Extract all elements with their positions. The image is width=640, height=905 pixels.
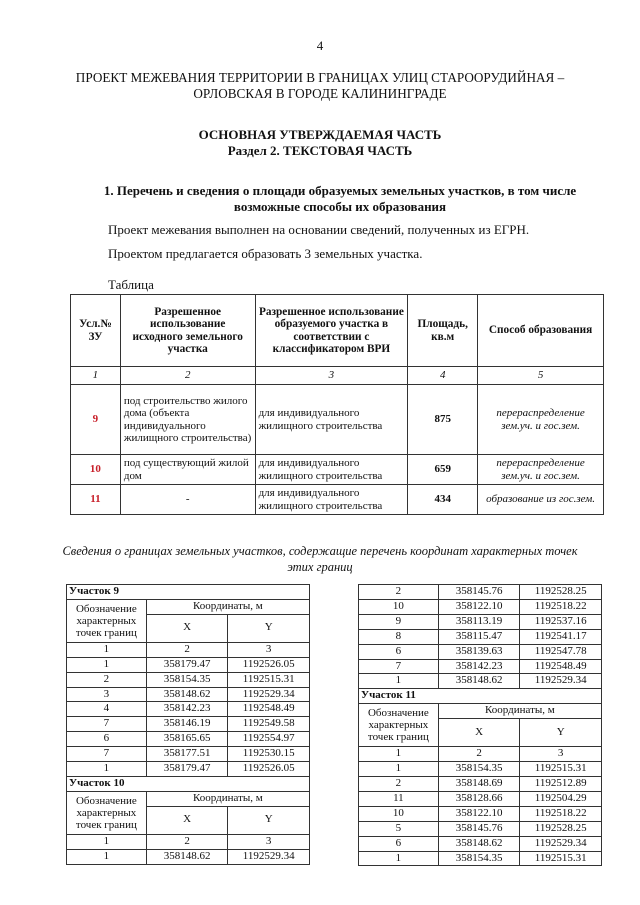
coord-row — [67, 849, 310, 864]
coord-x: 358179.47 — [146, 657, 228, 672]
coord-y: 1192530.15 — [228, 747, 310, 762]
coord-row — [67, 747, 310, 762]
coord-row — [67, 717, 310, 732]
coord-y: 1192526.05 — [228, 657, 310, 672]
coord-row — [359, 599, 602, 614]
coord-row — [359, 836, 602, 851]
coord-y: 1192529.34 — [520, 836, 602, 851]
coord-row — [359, 659, 602, 674]
point-number: 1 — [359, 762, 439, 777]
coord-row — [67, 672, 310, 687]
column-numbers-row — [359, 747, 602, 762]
coord-x: 358146.19 — [146, 717, 228, 732]
point-number: 1 — [67, 849, 147, 864]
header-orig-use: Разрешенное использование исходного земельного участка — [120, 295, 255, 367]
page-number: 4 — [316, 38, 324, 53]
coord-y: 1192512.89 — [520, 776, 602, 791]
coords-table-left — [66, 584, 310, 865]
orig-use: под существующий жилой дом — [120, 455, 255, 485]
column-number: 3 — [520, 747, 602, 762]
coords-caption: Сведения о границах земельных участков, содержащие перечень координат характерных точек этих границ — [62, 544, 578, 574]
coords-header: Координаты, м — [146, 791, 309, 806]
plot-id: 10 — [71, 455, 121, 485]
coord-row — [67, 732, 310, 747]
header-new-use: Разрешенное использование образуемого участка в соответствии с классификатором ВРИ — [255, 295, 408, 367]
coord-x: 358148.62 — [146, 849, 228, 864]
coord-row — [359, 821, 602, 836]
coord-x: 358142.23 — [146, 702, 228, 717]
coord-y: 1192548.49 — [228, 702, 310, 717]
coord-x: 358154.35 — [146, 672, 228, 687]
column-numbers-row — [67, 642, 310, 657]
coord-y: 1192529.34 — [520, 674, 602, 689]
coord-row — [359, 791, 602, 806]
coord-x: 358148.62 — [438, 836, 520, 851]
document-title: ПРОЕКТ МЕЖЕВАНИЯ ТЕРРИТОРИИ В ГРАНИЦАХ УЛИЦ СТАРООРУДИЙНАЯ – ОРЛОВСКАЯ В ГОРОДЕ КАЛИНИНГРАДЕ — [75, 70, 565, 101]
coord-y: 1192504.29 — [520, 791, 602, 806]
table-header-row — [71, 295, 604, 367]
coord-x: 358113.19 — [438, 614, 520, 629]
point-number: 1 — [359, 851, 439, 866]
plot-9-title: Участок 9 — [67, 585, 310, 600]
header-id: Усл.№ ЗУ — [71, 295, 121, 367]
sub-heading: Раздел 2. ТЕКСТОВАЯ ЧАСТЬ — [227, 143, 413, 158]
coord-y: 1192529.34 — [228, 849, 310, 864]
coord-y: 1192528.25 — [520, 585, 602, 600]
coords-table-right — [358, 584, 602, 866]
coord-row — [67, 702, 310, 717]
table-label: Таблица — [108, 277, 154, 292]
coord-y: 1192515.31 — [228, 672, 310, 687]
method: образование из гос.зем. — [478, 485, 604, 515]
coord-y: 1192526.05 — [228, 762, 310, 777]
y-header: Y — [228, 614, 310, 642]
point-number: 4 — [67, 702, 147, 717]
point-number: 10 — [359, 599, 439, 614]
coord-y: 1192541.17 — [520, 629, 602, 644]
column-number: 2 — [120, 367, 255, 385]
point-number: 2 — [67, 672, 147, 687]
point-number: 1 — [359, 674, 439, 689]
coord-x: 358148.62 — [438, 674, 520, 689]
plot-id: 11 — [71, 485, 121, 515]
coords-header: Координаты, м — [146, 599, 309, 614]
orig-use: под строительство жилого дома (объекта индивидуального жилищного строительства) — [120, 385, 255, 455]
orig-use: - — [120, 485, 255, 515]
coord-x: 358154.35 — [438, 762, 520, 777]
coord-y: 1192529.34 — [228, 687, 310, 702]
coord-y: 1192548.49 — [520, 659, 602, 674]
coord-x: 358154.35 — [438, 851, 520, 866]
coord-row — [359, 585, 602, 600]
coord-x: 358142.23 — [438, 659, 520, 674]
area: 875 — [408, 385, 478, 455]
coord-x: 358115.47 — [438, 629, 520, 644]
column-numbers-row — [67, 834, 310, 849]
coord-y: 1192547.78 — [520, 644, 602, 659]
point-number: 9 — [359, 614, 439, 629]
point-number: 6 — [67, 732, 147, 747]
coord-y: 1192518.22 — [520, 599, 602, 614]
coord-y: 1192549.58 — [228, 717, 310, 732]
new-use: для индивидуального жилищного строительства — [255, 485, 408, 515]
y-header: Y — [228, 806, 310, 834]
section-heading: 1. Перечень и сведения о площади образуемых земельных участков, в том числе возможные способы их образования — [103, 183, 577, 214]
point-number: 6 — [359, 644, 439, 659]
column-number: 5 — [478, 367, 604, 385]
point-number: 6 — [359, 836, 439, 851]
point-number: 8 — [359, 629, 439, 644]
point-number: 1 — [67, 762, 147, 777]
point-number: 2 — [359, 585, 439, 600]
column-number: 1 — [71, 367, 121, 385]
coord-row — [359, 629, 602, 644]
coord-row — [359, 776, 602, 791]
column-number: 3 — [255, 367, 408, 385]
area: 659 — [408, 455, 478, 485]
main-heading: ОСНОВНАЯ УТВЕРЖДАЕМАЯ ЧАСТЬ — [198, 127, 442, 142]
coord-row — [67, 657, 310, 672]
paragraph-2: Проектом предлагается образовать 3 земельных участка. — [108, 246, 423, 261]
coord-row — [359, 644, 602, 659]
paragraph-1: Проект межевания выполнен на основании сведений, полученных из ЕГРН. — [108, 222, 530, 237]
table-row — [71, 455, 604, 485]
header-area: Площадь, кв.м — [408, 295, 478, 367]
coord-x: 358145.76 — [438, 821, 520, 836]
new-use: для индивидуального жилищного строительства — [255, 455, 408, 485]
y-header: Y — [520, 719, 602, 747]
coord-x: 358165.65 — [146, 732, 228, 747]
coord-x: 358122.10 — [438, 806, 520, 821]
plot-11-title: Участок 11 — [359, 689, 602, 704]
point-number: 2 — [359, 776, 439, 791]
column-number: 1 — [359, 747, 439, 762]
header-method: Способ образования — [478, 295, 604, 367]
x-header: X — [438, 719, 520, 747]
coord-x: 358139.63 — [438, 644, 520, 659]
coord-row — [67, 762, 310, 777]
coords-header: Координаты, м — [438, 704, 601, 719]
designation-header: Обозначение характерных точек границ — [359, 704, 439, 747]
coord-row — [359, 762, 602, 777]
column-number: 3 — [228, 642, 310, 657]
column-number: 3 — [228, 834, 310, 849]
method: перераспределение зем.уч. и гос.зем. — [478, 455, 604, 485]
coord-y: 1192515.31 — [520, 762, 602, 777]
point-number: 7 — [67, 747, 147, 762]
coord-x: 358148.69 — [438, 776, 520, 791]
column-number: 2 — [146, 642, 228, 657]
x-header: X — [146, 806, 228, 834]
column-number: 1 — [67, 642, 147, 657]
point-number: 1 — [67, 657, 147, 672]
coord-x: 358128.66 — [438, 791, 520, 806]
coord-y: 1192518.22 — [520, 806, 602, 821]
point-number: 11 — [359, 791, 439, 806]
point-number: 10 — [359, 806, 439, 821]
table-row — [71, 385, 604, 455]
coord-x: 358148.62 — [146, 687, 228, 702]
point-number: 7 — [67, 717, 147, 732]
designation-header: Обозначение характерных точек границ — [67, 599, 147, 642]
coord-x: 358179.47 — [146, 762, 228, 777]
area: 434 — [408, 485, 478, 515]
column-number: 2 — [146, 834, 228, 849]
coord-y: 1192537.16 — [520, 614, 602, 629]
part-heading — [60, 127, 580, 159]
coord-y: 1192528.25 — [520, 821, 602, 836]
designation-header: Обозначение характерных точек границ — [67, 791, 147, 834]
coord-y: 1192554.97 — [228, 732, 310, 747]
plots-table — [70, 294, 604, 515]
method: перераспределение зем.уч. и гос.зем. — [478, 385, 604, 455]
point-number: 3 — [67, 687, 147, 702]
new-use: для индивидуального жилищного строительства — [255, 385, 408, 455]
column-number: 2 — [438, 747, 520, 762]
plot-10-title: Участок 10 — [67, 776, 310, 791]
coord-row — [359, 851, 602, 866]
coord-row — [67, 687, 310, 702]
plot-id: 9 — [71, 385, 121, 455]
coord-x: 358122.10 — [438, 599, 520, 614]
table-row — [71, 485, 604, 515]
point-number: 5 — [359, 821, 439, 836]
point-number: 7 — [359, 659, 439, 674]
column-number: 4 — [408, 367, 478, 385]
coord-x: 358177.51 — [146, 747, 228, 762]
column-number: 1 — [67, 834, 147, 849]
coord-y: 1192515.31 — [520, 851, 602, 866]
coord-row — [359, 614, 602, 629]
coord-row — [359, 806, 602, 821]
column-numbers-row — [71, 367, 604, 385]
coord-row — [359, 674, 602, 689]
coord-x: 358145.76 — [438, 585, 520, 600]
x-header: X — [146, 614, 228, 642]
